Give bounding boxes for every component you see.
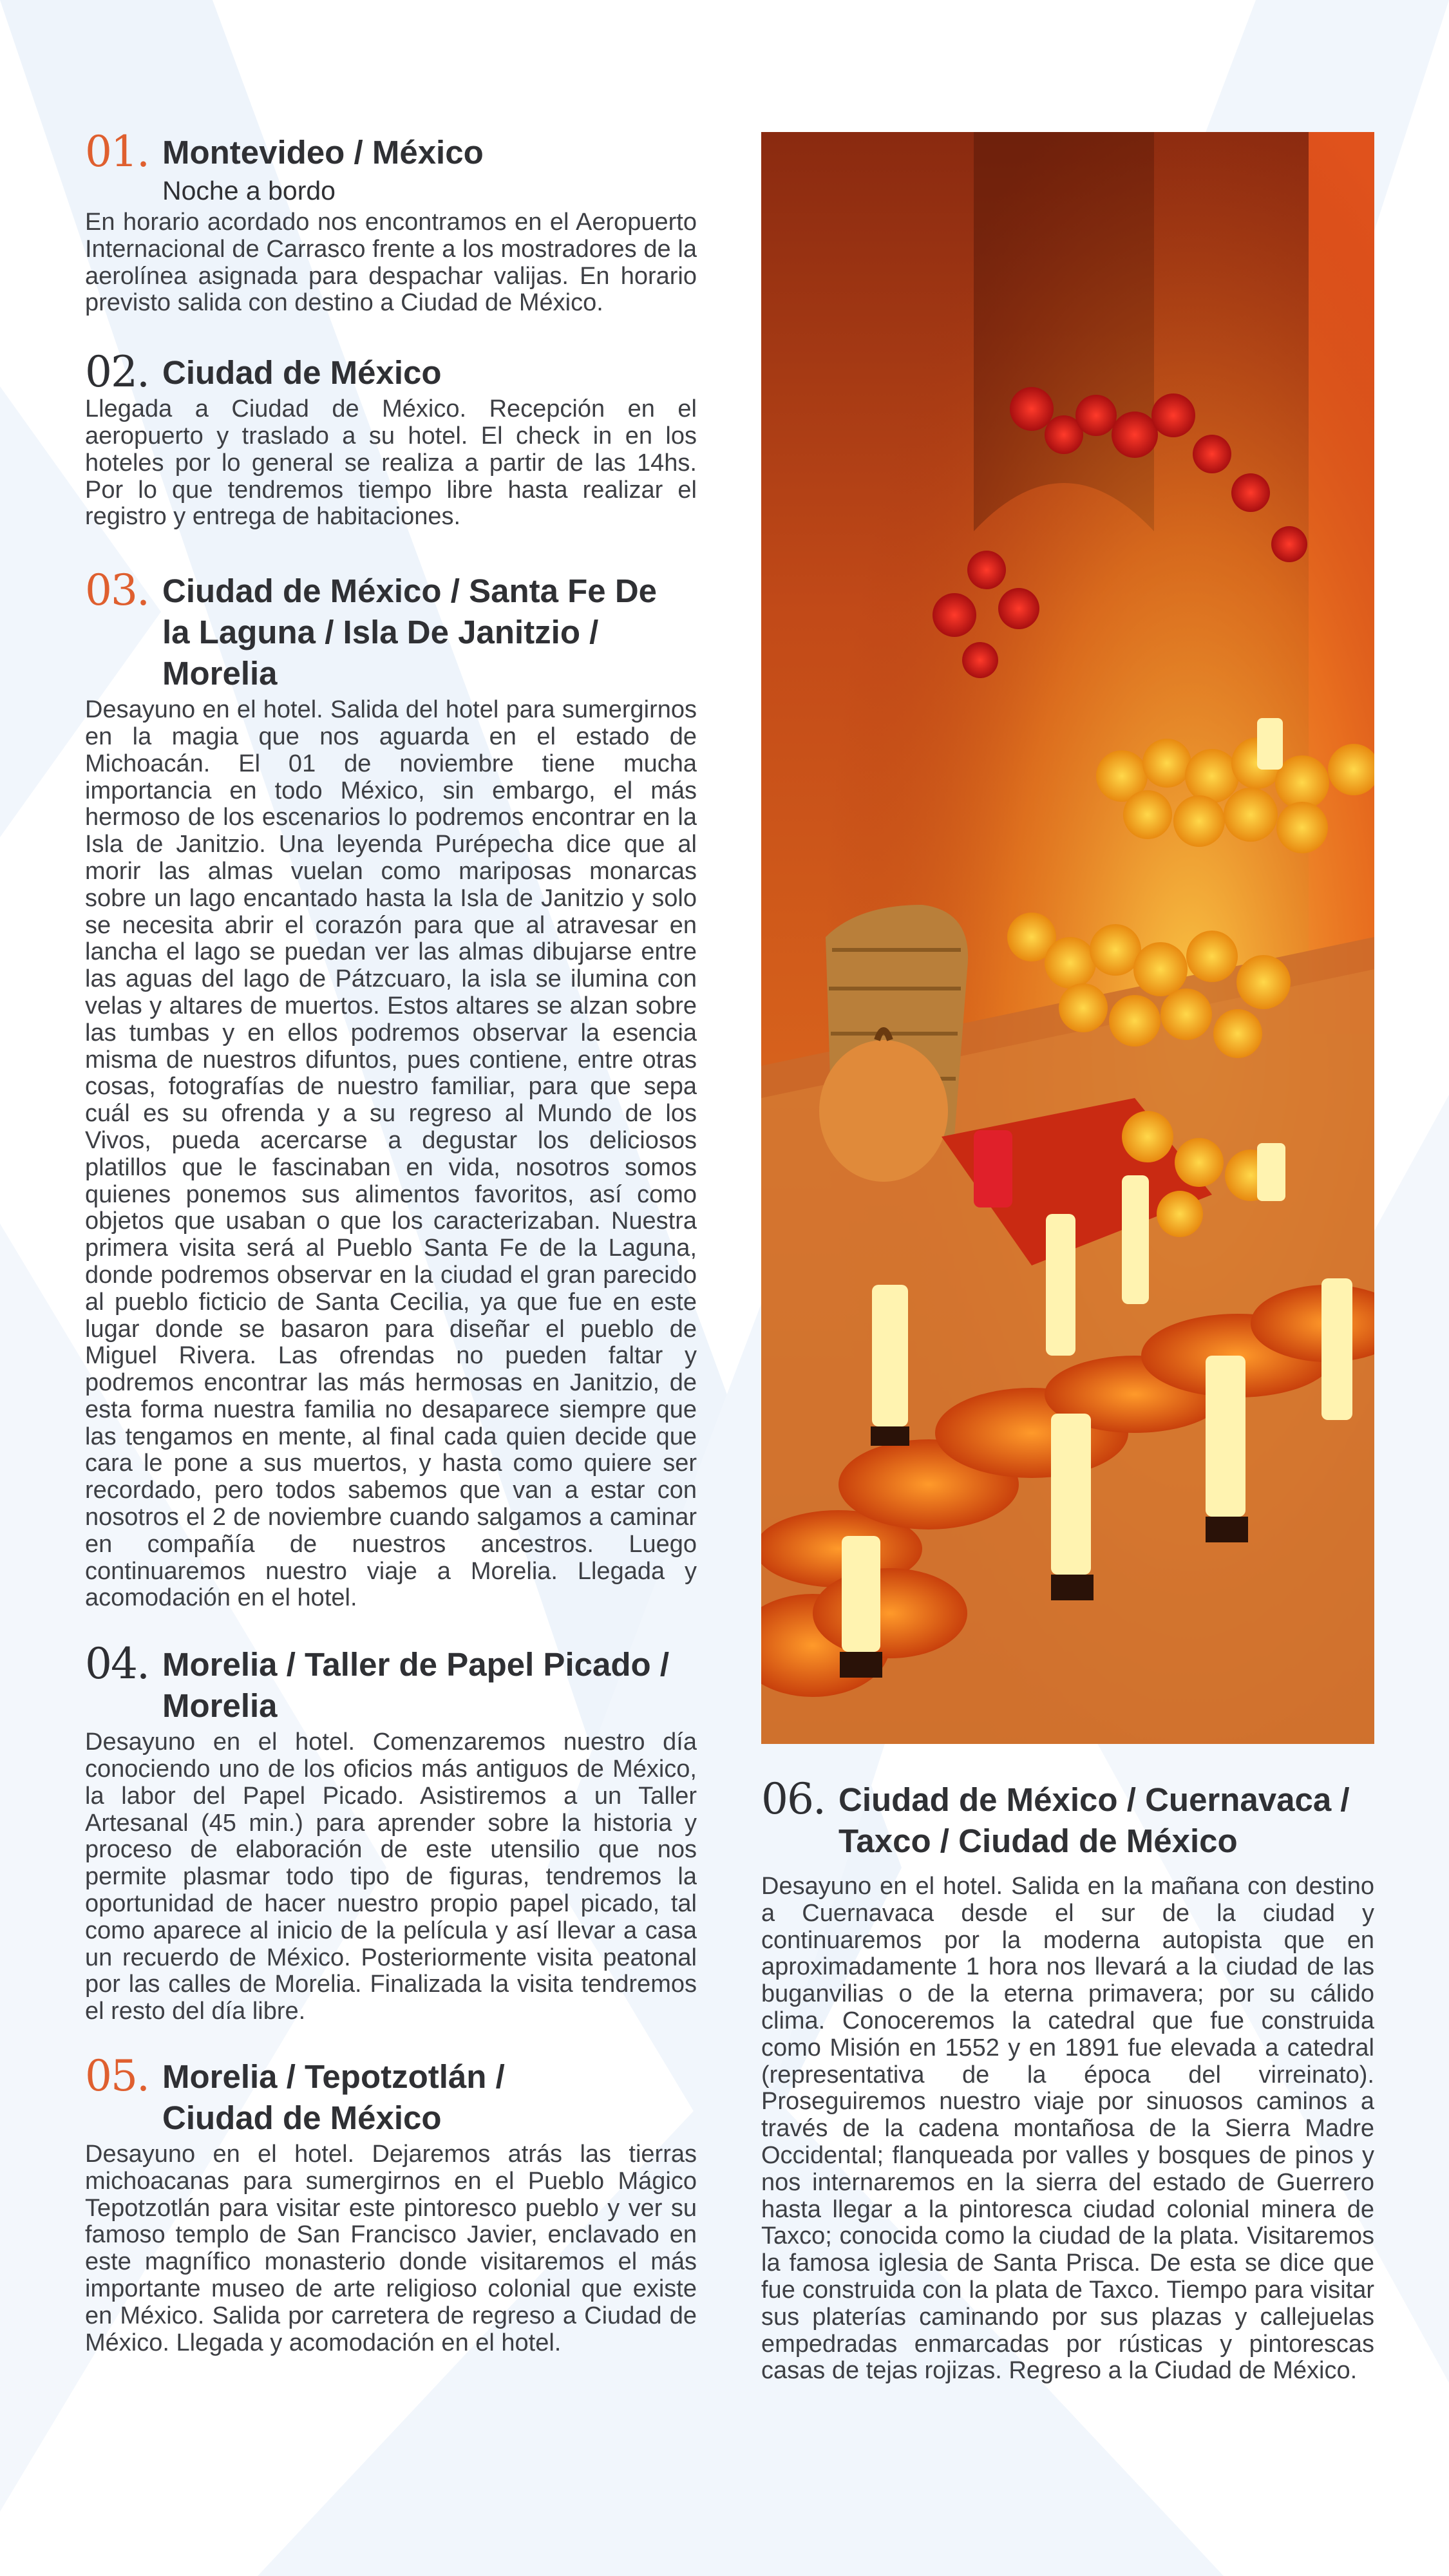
day-06 — [761, 1774, 1374, 2385]
day-number: 01. — [85, 127, 149, 176]
day-description: Llegada a Ciudad de México. Recepción en el aeropuerto y traslado a su hotel. El check in en los hoteles por lo general se realiza a partir de las 14hs. Por lo que tendremos tiempo libre hasta realizar el registro y entrega de habitaciones. — [85, 395, 697, 531]
day-02 — [85, 347, 697, 531]
day-number: 05. — [85, 2051, 149, 2101]
day-title: Montevideo / México — [162, 134, 484, 171]
right-column — [761, 132, 1374, 2423]
day-number: 04. — [85, 1639, 149, 1689]
left-column — [85, 127, 697, 2395]
day-03 — [85, 565, 697, 1612]
day-05 — [85, 2051, 697, 2356]
day-title: Morelia / Tepotzotlán / Ciudad de México — [162, 2058, 505, 2137]
day-number: 06. — [761, 1774, 825, 1824]
day-description: Desayuno en el hotel. Dejaremos atrás las tierras michoacanas para sumergirnos en el Pueblo Mágico Tepotzotlán para visitar este pintoresco pueblo y ver su famoso templo de San Francisco Javier, enclavado en este magnífico monasterio donde visitaremos el más importante museo de arte religioso colonial que existe en México. Salida por carretera de regreso a Ciudad de México. Llegada y acomodación en el hotel. — [85, 2141, 697, 2356]
day-description: Desayuno en el hotel. Salida en la mañana con destino a Cuernavaca desde el sur de la ciudad y continuaremos por la moderna autopista que en aproximadamente 1 hora nos llevará a la ciudad de las buganvilias o de la eterna primavera; por su cálido clima. Conoceremos la catedral que fue construida como Misión en 1552 y en 1891 fue elevada a catedral (representativa de la época del virreinato). Proseguiremos nuestro viaje por sinuosos caminos a través de la cadena montañosa de la Sierra Madre Occidental; flanqueada por valles y bosques de pinos y nos internaremos en la sierra del estado de Guerrero hasta llegar a la pintoresca ciudad colonial minera de Taxco; conocida como la ciudad de la plata. Visitaremos la famosa iglesia de Santa Prisca. De esta se dice que fue construida con la plata de Taxco. Tiempo para visitar sus platerías caminando por sus plazas y callejuelas empedradas enmarcadas por rústicas y pintorescas casas de tejas rojizas. Regreso a la Ciudad de México. — [761, 1873, 1374, 2385]
day-description: Desayuno en el hotel. Salida del hotel para sumergirnos en la magia que nos aguarda en el estado de Michoacán. El 01 de noviembre tiene mucha importancia en todo México, sin embargo, el más hermoso de los escenarios lo podremos encontrar en la Isla de Janitzio. Una leyenda Purépecha dice que al morir las almas vuelan como mariposas monarcas sobre un lago encantado hasta la Isla de Janitzio y solo se necesita abrir el corazón para que al atravesar en lancha el lago se puedan ver las almas dibujarse entre las aguas del lago de Pátzcuaro, la isla se ilumina con velas y altares de muertos. Estos altares se alzan sobre las tumbas y en ellos podremos observar la esencia misma de nuestros difuntos, pues contiene, entre otras cosas, fotografías de nuestro familiar, para que sepa cuál es su ofrenda y a su regreso al Mundo de los Vivos, pueda acercarse a degustar los deliciosos platillos que le fascinaban en vida, nosotros somos quienes ponemos sus alimentos favoritos, así como objetos que usaban o que los caracterizaban. Nuestra primera visita será al Pueblo Santa Fe de la Laguna, donde podremos observar en la ciudad el gran parecido al pueblo ficticio de Santa Cecilia, ya que fue en este lugar donde se basaron para diseñar el pueblo de Miguel Rivera. Las ofrendas no pueden faltar y podremos encontrar las más hermosas en Janitzio, de esta forma nuestra familia no desaparece siempre que las tengamos en mente, al final cada quien decide que cara le pone a sus muertos, y hasta como quiere ser recordado, pero todos sabemos que van a estar con nosotros el 2 de noviembre cuando salgamos a caminar en compañía de nuestros ancestros. Luego continuaremos nuestro viaje a Morelia. Llegada y acomodación en el hotel. — [85, 696, 697, 1612]
day-description: En horario acordado nos encontramos en el Aeropuerto Internacional de Carrasco frente a los mostradores de la aerolínea asignada para despachar valijas. En horario previsto salida con destino a Ciudad de México. — [85, 209, 697, 317]
day-description: Desayuno en el hotel. Comenzaremos nuestro día conociendo uno de los oficios más antiguos de México, la labor del Papel Picado. Asistiremos a un Taller Artesanal (45 min.) para aprender sobre la historia y proceso de elaboración de este utensilio que nos permite plasmar todo tipo de figuras, tendremos la oportunidad de hacer nuestro propio papel picado, tal como aparece al inicio de la película y así llevar a casa un recuerdo de México. Posteriormente visita peatonal por las calles de Morelia. Finalizada la visita tendremos el resto del día libre. — [85, 1728, 697, 2025]
day-title: Morelia / Taller de Papel Picado / Morelia — [162, 1646, 669, 1725]
day-subtitle: Noche a bordo — [162, 176, 336, 205]
day-title: Ciudad de México — [162, 354, 442, 392]
day-title: Ciudad de México / Santa Fe De la Laguna / Isla De Janitzio / Morelia — [162, 573, 658, 692]
day-title: Ciudad de México / Cuernavaca / Taxco / Ciudad de México — [838, 1781, 1350, 1859]
day-04 — [85, 1639, 697, 2025]
day-number: 02. — [85, 347, 149, 397]
day-01 — [85, 127, 697, 317]
altar-photo — [761, 132, 1374, 1744]
day-number: 03. — [85, 565, 149, 616]
